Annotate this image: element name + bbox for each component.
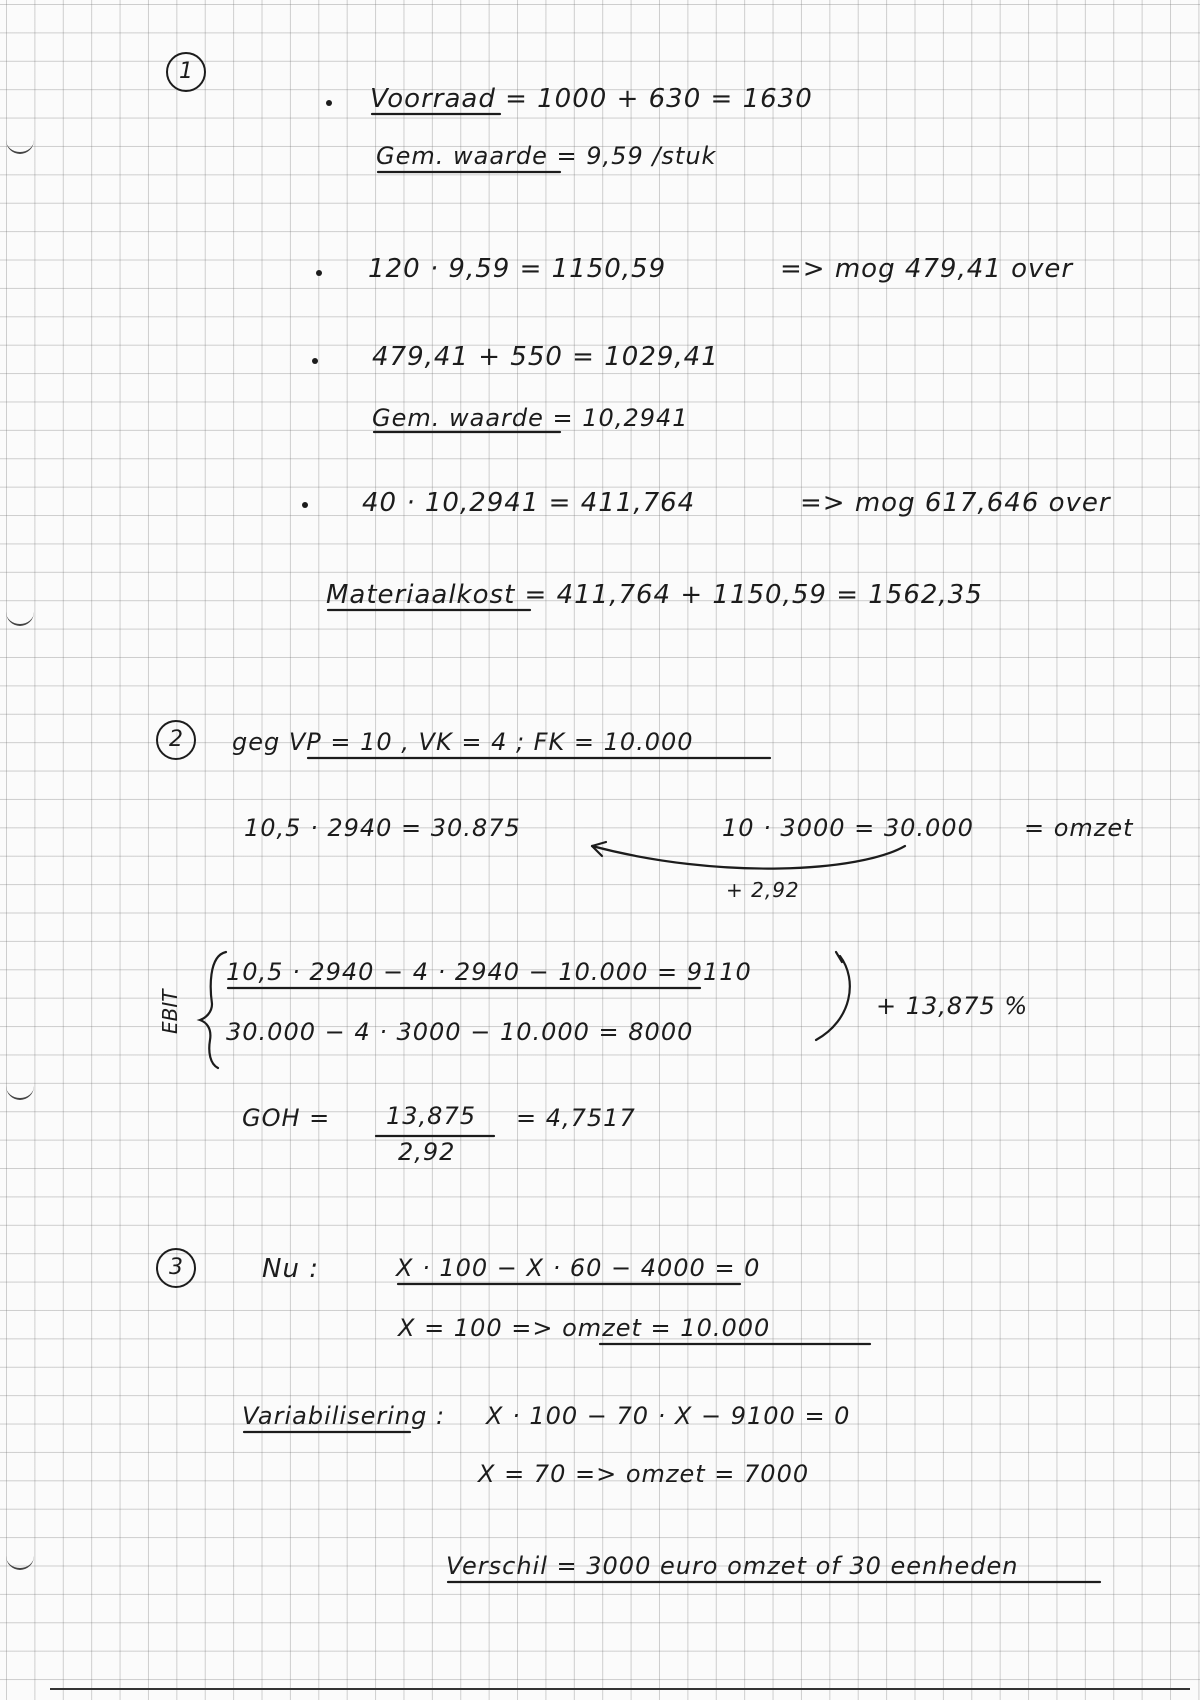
calc-479-line: 479,41 + 550 = 1029,41 — [372, 342, 719, 372]
arrow-curve — [592, 846, 905, 869]
variabilisering-equation: X · 100 − 70 · X − 9100 = 0 — [486, 1402, 851, 1430]
ebit-label: EBIT — [158, 989, 182, 1034]
materiaalkost-line: Materiaalkost = 411,764 + 1150,59 = 1562,35 — [326, 580, 983, 610]
mog-over-2: => mog 617,646 over — [800, 488, 1111, 518]
ebit-line-2: 30.000 − 4 · 3000 − 10.000 = 8000 — [226, 1018, 694, 1046]
calc-10-line: 10 · 3000 = 30.000 — [722, 814, 974, 842]
variabilisering-label: Variabilisering : — [242, 1402, 446, 1430]
gem-waarde-line-2: Gem. waarde = 10,2941 — [372, 404, 689, 432]
ebit-change: + 13,875 % — [876, 992, 1029, 1020]
calc-105-line: 10,5 · 2940 = 30.875 — [244, 814, 521, 842]
section-1-number: 1 — [166, 52, 206, 92]
section-2-number: 2 — [156, 720, 196, 760]
goh-label: GOH = — [242, 1104, 331, 1132]
omzet-label: = omzet — [1024, 814, 1134, 842]
geg-line: geg VP = 10 , VK = 4 ; FK = 10.000 — [232, 728, 694, 756]
page-bottom-line — [50, 1688, 1190, 1690]
mog-over-1: => mog 479,41 over — [780, 254, 1074, 284]
goh-result: = 4,7517 — [516, 1104, 636, 1132]
ebit-line-1: 10,5 · 2940 − 4 · 2940 − 10.000 = 9110 — [226, 958, 752, 986]
section-3-number: 3 — [156, 1248, 196, 1288]
calc-40-line: 40 · 10,2941 = 411,764 — [362, 488, 696, 518]
nu-result: X = 100 => omzet = 10.000 — [398, 1314, 771, 1342]
gem-waarde-line-1: Gem. waarde = 9,59 /stuk — [376, 142, 717, 170]
voorraad-line: Voorraad = 1000 + 630 = 1630 — [370, 84, 813, 114]
right-bracket — [816, 956, 850, 1040]
nu-label: Nu : — [262, 1254, 319, 1284]
goh-numerator: 13,875 — [386, 1102, 476, 1130]
calc-120-line: 120 · 9,59 = 1150,59 — [368, 254, 667, 284]
variabilisering-result: X = 70 => omzet = 7000 — [478, 1460, 810, 1488]
goh-denominator: 2,92 — [398, 1138, 456, 1166]
left-brace — [200, 952, 226, 1068]
verschil-line: Verschil = 3000 euro omzet of 30 eenheden — [446, 1552, 1019, 1580]
nu-equation: X · 100 − X · 60 − 4000 = 0 — [396, 1254, 761, 1282]
arrow-note: + 2,92 — [726, 878, 800, 902]
